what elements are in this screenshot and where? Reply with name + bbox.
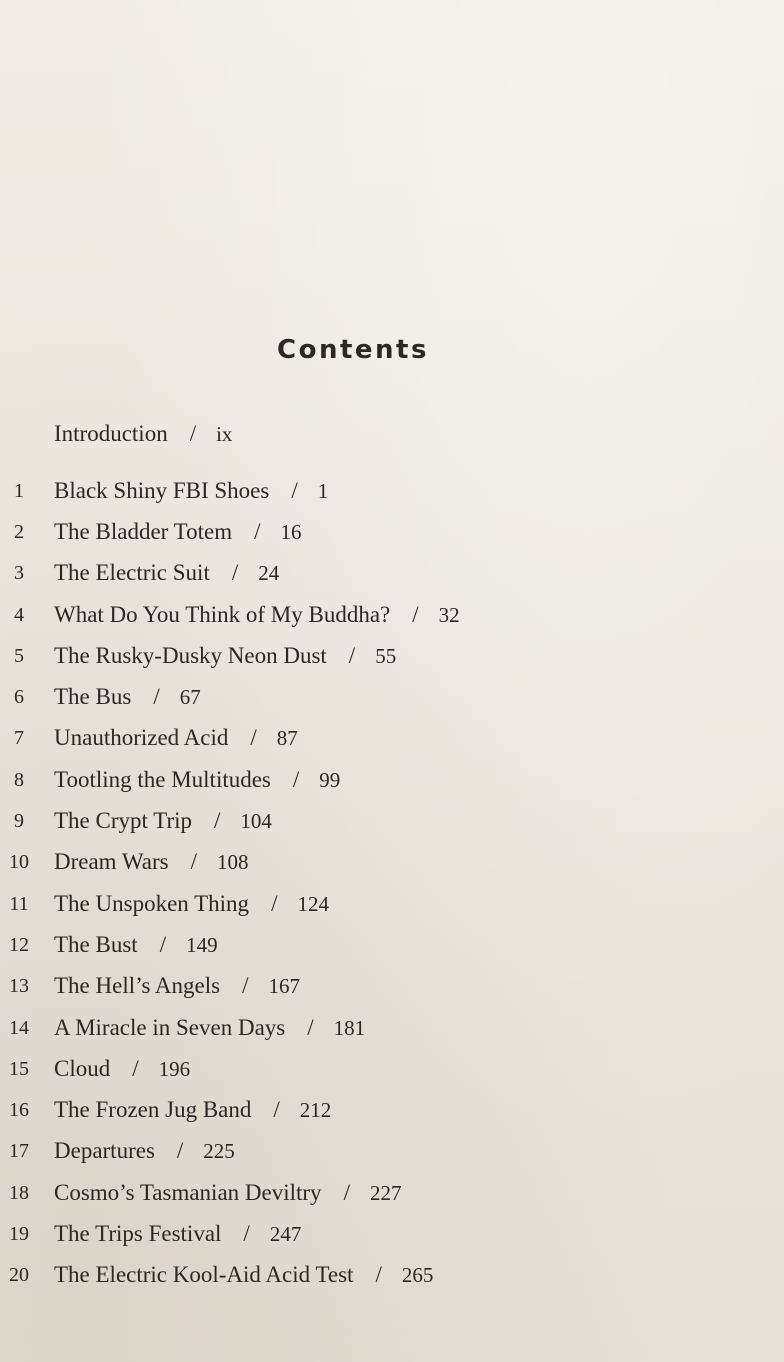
- chapter-title: The Unspoken Thing: [54, 891, 250, 916]
- page-number: 55: [375, 644, 397, 668]
- toc-entry-text: [54, 640, 396, 672]
- page-number: 149: [186, 933, 218, 957]
- separator: /: [292, 767, 300, 792]
- chapter-title: The Rusky-Dusky Neon Dust: [54, 643, 327, 668]
- chapter-number: 14: [9, 1017, 29, 1039]
- chapter-title: The Electric Kool-Aid Acid Test: [54, 1262, 354, 1287]
- toc-entry-text: [54, 1053, 190, 1085]
- chapter-title: The Crypt Trip: [54, 808, 193, 833]
- separator: /: [242, 973, 249, 998]
- chapter-title: A Miracle in Seven Days: [54, 1015, 286, 1040]
- chapter-title: Tootling the Multitudes: [54, 767, 271, 792]
- chapter-number: 15: [9, 1058, 29, 1080]
- chapter-title: Black Shiny FBI Shoes: [54, 478, 270, 503]
- separator: /: [189, 421, 197, 446]
- toc-entry-text: [54, 764, 340, 796]
- chapter-number: 12: [9, 934, 29, 956]
- toc-entry-text: [54, 722, 298, 754]
- chapter-title: Unauthorized Acid: [54, 725, 229, 750]
- page-number: 265: [401, 1263, 434, 1287]
- chapter-title: Departures: [54, 1138, 155, 1163]
- separator: /: [271, 891, 278, 916]
- toc-entry-text: [54, 929, 218, 961]
- separator: /: [159, 932, 167, 957]
- toc-entry-text: [54, 888, 329, 920]
- chapter-number: 4: [14, 604, 24, 626]
- chapter-number: 19: [9, 1223, 29, 1245]
- page-number: 181: [333, 1016, 366, 1040]
- separator: /: [153, 684, 160, 709]
- toc-entry-text: [54, 1177, 401, 1209]
- toc-entry-text: [54, 516, 301, 548]
- chapter-title: The Bladder Totem: [54, 519, 233, 544]
- toc-entry-text: [54, 418, 232, 450]
- separator: /: [231, 560, 239, 585]
- separator: /: [412, 602, 419, 627]
- page-number: 227: [369, 1181, 402, 1205]
- toc-entry-text: [54, 846, 249, 878]
- toc-entry-text: [54, 1259, 433, 1291]
- toc-entry-text: [54, 599, 460, 631]
- separator: /: [214, 808, 221, 833]
- chapter-title: Introduction: [54, 421, 168, 446]
- chapter-number: 9: [14, 810, 24, 832]
- separator: /: [273, 1097, 280, 1122]
- page-number: 225: [203, 1139, 235, 1163]
- page-number: 67: [179, 685, 201, 709]
- separator: /: [243, 1221, 250, 1246]
- chapter-number: 5: [14, 645, 24, 667]
- separator: /: [132, 1056, 139, 1081]
- page-number: 87: [276, 726, 298, 750]
- chapter-number: 16: [9, 1099, 29, 1121]
- toc-entry-text: [54, 681, 201, 713]
- chapter-title: Cloud: [54, 1056, 111, 1081]
- separator: /: [375, 1262, 382, 1287]
- chapter-number: 1: [14, 480, 24, 502]
- page-number: 196: [158, 1057, 191, 1081]
- chapter-number: 6: [14, 686, 24, 708]
- chapter-number: 18: [9, 1182, 29, 1204]
- toc-entry-text: [54, 1012, 365, 1044]
- separator: /: [250, 725, 257, 750]
- chapter-title: The Hell’s Angels: [54, 973, 221, 998]
- page-number: ix: [216, 422, 233, 446]
- chapter-title: The Electric Suit: [54, 560, 210, 585]
- toc-entry-text: [54, 557, 279, 589]
- chapter-number: 7: [14, 727, 24, 749]
- page-number: 167: [268, 974, 300, 998]
- page-number: 104: [240, 809, 272, 833]
- chapter-number: 2: [14, 521, 24, 543]
- separator: /: [254, 519, 261, 544]
- chapter-number: 10: [9, 851, 29, 873]
- chapter-number: 20: [9, 1264, 29, 1286]
- chapter-number: 11: [9, 893, 29, 915]
- chapter-title: Cosmo’s Tasmanian Deviltry: [54, 1180, 322, 1205]
- chapter-number: 13: [9, 975, 29, 997]
- separator: /: [348, 643, 356, 668]
- chapter-title: The Bust: [54, 932, 138, 957]
- separator: /: [307, 1015, 314, 1040]
- separator: /: [343, 1180, 350, 1205]
- toc-entry-text: [54, 970, 300, 1002]
- chapter-number: 8: [14, 769, 24, 791]
- chapter-title: What Do You Think of My Buddha?: [54, 602, 391, 627]
- page-title: Contents: [277, 335, 429, 366]
- toc-entry-text: [54, 805, 272, 837]
- page-number: 1: [317, 479, 329, 503]
- page-number: 108: [217, 850, 249, 874]
- separator: /: [291, 478, 298, 503]
- toc-entry-text: [54, 475, 328, 507]
- page-number: 16: [280, 520, 302, 544]
- chapter-title: The Frozen Jug Band: [54, 1097, 252, 1122]
- page-number: 32: [438, 603, 460, 627]
- page-number: 212: [299, 1098, 332, 1122]
- chapter-number: 17: [9, 1140, 29, 1162]
- toc-entry-text: [54, 1135, 235, 1167]
- page-number: 247: [269, 1222, 302, 1246]
- page-number: 124: [297, 892, 329, 916]
- separator: /: [190, 849, 197, 874]
- toc-entry-text: [54, 1218, 301, 1250]
- chapter-number: 3: [14, 562, 24, 584]
- chapter-title: Dream Wars: [54, 849, 169, 874]
- page-number: 99: [319, 768, 341, 792]
- page-number: 24: [258, 561, 280, 585]
- separator: /: [176, 1138, 184, 1163]
- chapter-title: The Trips Festival: [54, 1221, 222, 1246]
- chapter-title: The Bus: [54, 684, 132, 709]
- toc-entry-text: [54, 1094, 331, 1126]
